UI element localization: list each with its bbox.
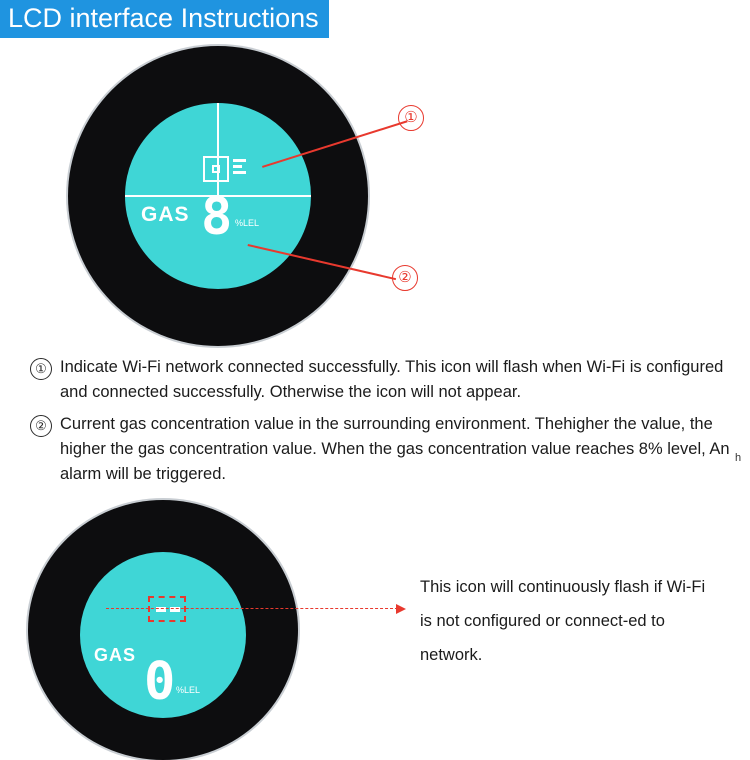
instruction-notes xyxy=(30,355,730,494)
note-item xyxy=(30,355,730,405)
wifi-icon-core xyxy=(212,165,220,173)
lcd-screen-top xyxy=(125,103,311,289)
gas-value-digit: 0 xyxy=(144,652,176,712)
note-text-1: Indicate Wi-Fi network connected successfully. This icon will flash when Wi-Fi is configured and connected successfully. Otherwise the icon will not appear. xyxy=(60,358,724,401)
page-title: LCD interface Instructions xyxy=(8,3,319,33)
gas-detector-display-bottom xyxy=(28,500,298,760)
arrow-shaft xyxy=(106,608,398,609)
bottom-annotation-text: This icon will continuously flash if Wi-Fi is not configured or connect-ed to network. xyxy=(420,578,706,664)
page-title-bar xyxy=(0,0,329,38)
gas-label: GAS xyxy=(94,645,137,665)
callout-marker-2: ② xyxy=(392,265,418,291)
gas-detector-display-top xyxy=(68,46,368,346)
unit-label: %LEL xyxy=(235,218,260,228)
gas-label: GAS xyxy=(141,203,190,226)
screen-divider-vertical xyxy=(217,103,219,196)
note-marker-2: ② xyxy=(30,415,52,437)
arrow-head xyxy=(396,604,406,614)
wifi-icon xyxy=(203,156,229,182)
wifi-signal-bars-icon xyxy=(233,159,247,179)
note-text-2: Current gas concentration value in the surrounding environment. Thehigher the value, the higher the gas concentration value. When the gas concentration value reaches 8% level, An alarm will be triggered. xyxy=(60,415,730,483)
note-item xyxy=(30,412,730,487)
gas-value-digit: 8 xyxy=(201,187,233,247)
annotation-arrow xyxy=(106,604,406,614)
callout-marker-1: ① xyxy=(398,105,424,131)
note-marker-1: ① xyxy=(30,358,52,380)
stray-mark: h xyxy=(735,452,742,464)
unit-label: %LEL xyxy=(176,685,201,695)
lcd-screen-bottom xyxy=(80,552,246,718)
